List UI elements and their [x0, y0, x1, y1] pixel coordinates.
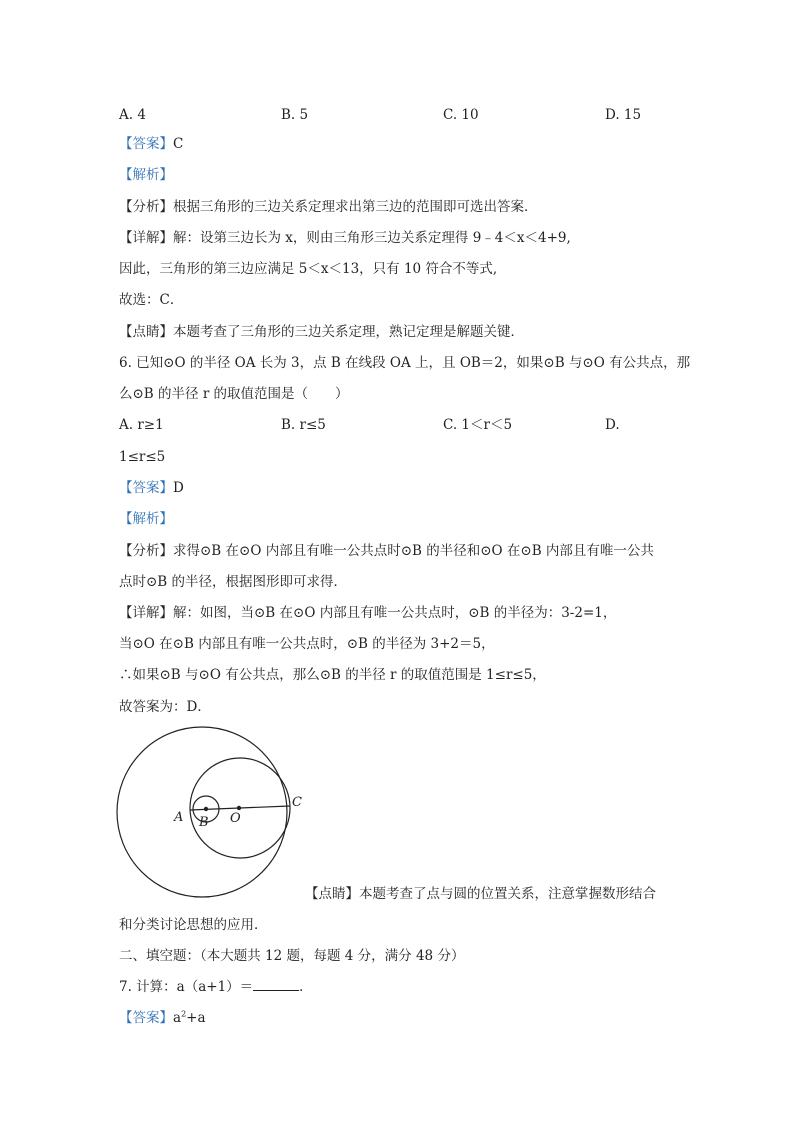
answer-tag: 【答案】: [119, 136, 173, 152]
dianjing-text: 本题考查了三角形的三边关系定理，熟记定理是解题关键．: [173, 324, 524, 340]
fenxi-text: 根据三角形的三边关系定理求出第三边的范围即可选出答案．: [173, 199, 538, 215]
circle-figure: [112, 722, 312, 902]
dianjing-tag: 【点睛】: [305, 886, 359, 902]
q6-dianjing-1: [305, 885, 656, 903]
q6-answer: [119, 479, 184, 497]
q6-option-b: B. r≤5: [281, 417, 326, 433]
label-c: C: [292, 795, 302, 810]
fenxi-tag: 【分析】: [119, 543, 173, 559]
q6-detail-4: 故答案为：D．: [119, 699, 211, 715]
answer-blank: [253, 978, 299, 991]
q5-detail-3: 故选：C．: [119, 292, 184, 308]
answer-tail: +a: [186, 1010, 206, 1026]
fenxi-text: 求得⊙B 在⊙O 内部且有唯一公共点时⊙B 的半径和⊙O 在⊙B 内部且有唯一公共: [173, 543, 654, 559]
point-b: [204, 807, 208, 811]
q5-analysis-tag: 【解析】: [119, 167, 173, 183]
q6-analysis-tag: 【解析】: [119, 511, 173, 527]
answer-tag: 【答案】: [119, 480, 173, 496]
q5-detail-2: 因此，三角形的第三边应满足 5＜x＜13，只有 10 符合不等式,: [119, 261, 498, 277]
q6-detail-2: 当⊙O 在⊙B 内部且有唯一公共点时，⊙B 的半径为 3+2＝5，: [119, 636, 495, 652]
q6-detail-3: ∴如果⊙B 与⊙O 有公共点，那么⊙B 的半径 r 的取值范围是 1≤r≤5，: [119, 667, 546, 683]
fenxi-tag: 【分析】: [119, 199, 173, 215]
q5-detail-1: [119, 229, 571, 247]
dianjing-text: 本题考查了点与圆的位置关系，注意掌握数形结合: [359, 886, 656, 902]
q5-fenxi: [119, 198, 538, 216]
q6-option-d: D.: [605, 417, 620, 433]
answer-value: C: [173, 136, 184, 152]
point-o: [237, 806, 241, 810]
q6-dianjing-2: 和分类讨论思想的应用．: [119, 917, 268, 933]
q6-stem-2: 么⊙B 的半径 r 的取值范围是（ ）: [119, 386, 349, 402]
detail-text: 解：设第三边长为 x，则由三角形三边关系定理得 9﹣4＜x＜4+9,: [173, 230, 571, 246]
q7-stem-prefix: 7. 计算：a（a+1）＝: [119, 979, 254, 995]
label-a: A: [174, 810, 184, 825]
q6-fenxi-1: [119, 542, 654, 560]
q7-answer: [119, 1009, 206, 1027]
q6-stem-1: 6. 已知⊙O 的半径 OA 长为 3，点 B 在线段 OA 上，且 OB＝2，如果⊙B 与⊙O 有公共点，那: [119, 355, 691, 371]
q6-detail-1: [119, 604, 616, 622]
label-b: B: [199, 815, 209, 830]
answer-tag: 【答案】: [119, 1010, 173, 1026]
detail-text: 解：如图，当⊙B 在⊙O 内部且有唯一公共点时，⊙B 的半径为：3-2=1，: [173, 605, 617, 621]
q7-stem: [119, 978, 313, 996]
q7-stem-suffix: ．: [299, 979, 313, 995]
option-a: A. 4: [119, 107, 146, 123]
option-b: B. 5: [281, 107, 309, 123]
q6-option-c: C. 1＜r＜5: [443, 417, 513, 433]
circle-large: [117, 727, 287, 897]
q6-fenxi-2: 点时⊙B 的半径，根据图形即可求得．: [119, 574, 348, 590]
dianjing-tag: 【点睛】: [119, 324, 173, 340]
option-d: D. 15: [605, 107, 642, 123]
q5-answer: [119, 135, 183, 153]
section-title: 二、填空题：（本大题共 12 题，每题 4 分，满分 48 分）: [119, 948, 465, 964]
label-o: O: [230, 811, 241, 826]
q5-dianjing: [119, 323, 524, 341]
option-c: C. 10: [443, 107, 479, 123]
answer-value: D: [173, 480, 184, 496]
q6-option-d-cont: 1≤r≤5: [119, 449, 166, 465]
detail-tag: 【详解】: [119, 230, 173, 246]
answer-sup: 2: [181, 1009, 187, 1019]
q6-option-a: A. r≥1: [119, 417, 164, 433]
detail-tag: 【详解】: [119, 605, 173, 621]
answer-base: a: [173, 1010, 182, 1026]
